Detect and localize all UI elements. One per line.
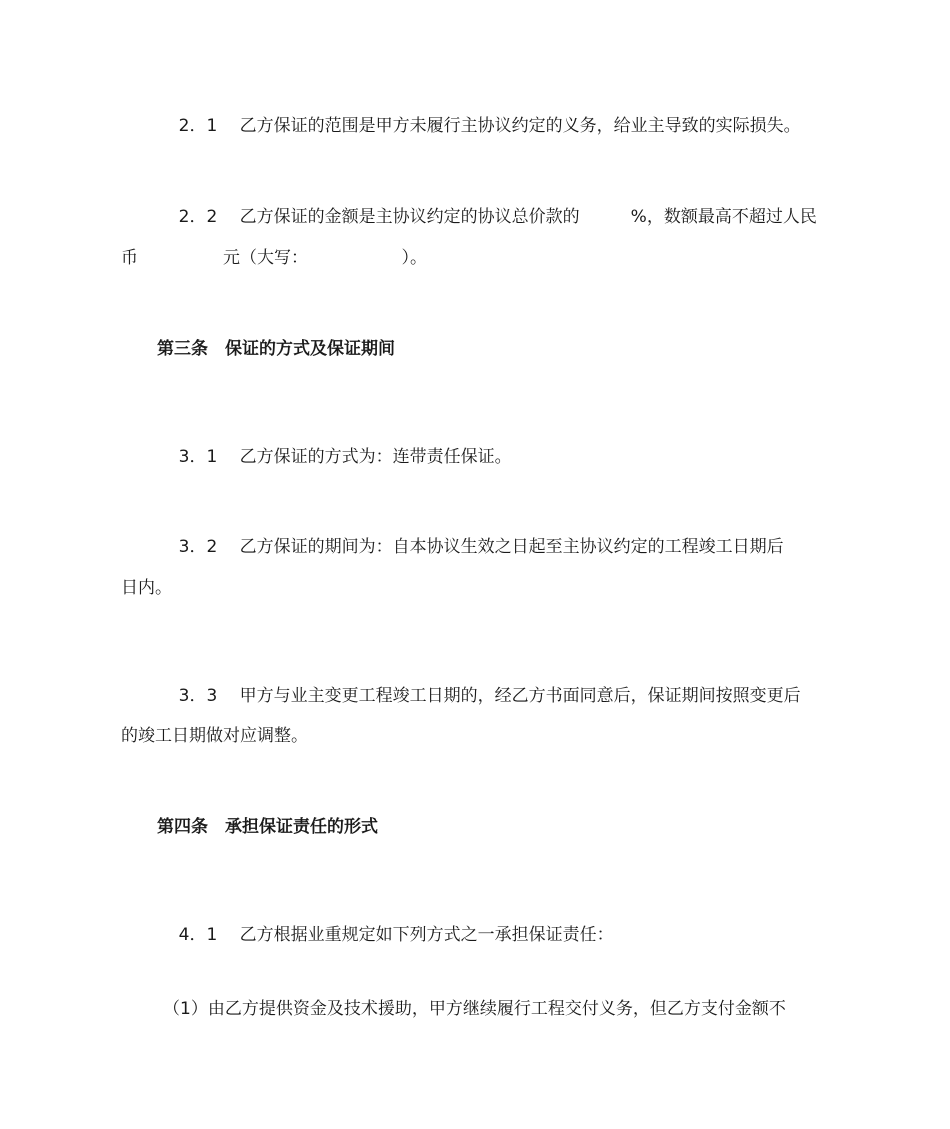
clause-text: 乙方保证的范围是甲方未履行主协议约定的义务，给业主导致的实际损失。 xyxy=(239,116,801,136)
clause-3-3-line-2: 的竣工日期做对应调整。 xyxy=(121,726,308,746)
clause-3-1 xyxy=(157,432,512,483)
clause-number: 3．3 xyxy=(178,686,218,706)
clause-3-2-line-1 xyxy=(157,522,784,573)
clause-number: 2．1 xyxy=(178,116,218,136)
clause-2-2-line-2: 币 元（大写： ）。 xyxy=(121,248,427,268)
clause-text: 乙方保证的期间为：自本协议生效之日起至主协议约定的工程竣工日期后 xyxy=(239,537,784,557)
list-item-1: （1）由乙方提供资金及技术援助，甲方继续履行工程交付义务，但乙方支付金额不 xyxy=(163,999,786,1019)
clause-text: 乙方根据业重规定如下列方式之一承担保证责任： xyxy=(239,925,614,945)
clause-text: 甲方与业主变更工程竣工日期的，经乙方书面同意后，保证期间按照变更后 xyxy=(239,686,801,706)
clause-2-2-line-1 xyxy=(157,192,817,243)
clause-number: 3．1 xyxy=(178,447,218,467)
clause-text: 乙方保证的金额是主协议约定的协议总价款的 %，数额最高不超过人民 xyxy=(239,207,817,227)
clause-text: 乙方保证的方式为：连带责任保证。 xyxy=(239,447,512,467)
article-3-heading: 第三条 保证的方式及保证期间 xyxy=(157,339,395,359)
clause-3-3-line-1 xyxy=(157,671,801,722)
article-4-heading: 第四条 承担保证责任的形式 xyxy=(157,817,378,837)
clause-4-1 xyxy=(157,910,614,961)
clause-3-2-line-2: 日内。 xyxy=(121,578,172,598)
clause-number: 2．2 xyxy=(178,207,218,227)
clause-number: 3．2 xyxy=(178,537,218,557)
clause-2-1 xyxy=(157,101,801,152)
clause-number: 4．1 xyxy=(178,925,218,945)
